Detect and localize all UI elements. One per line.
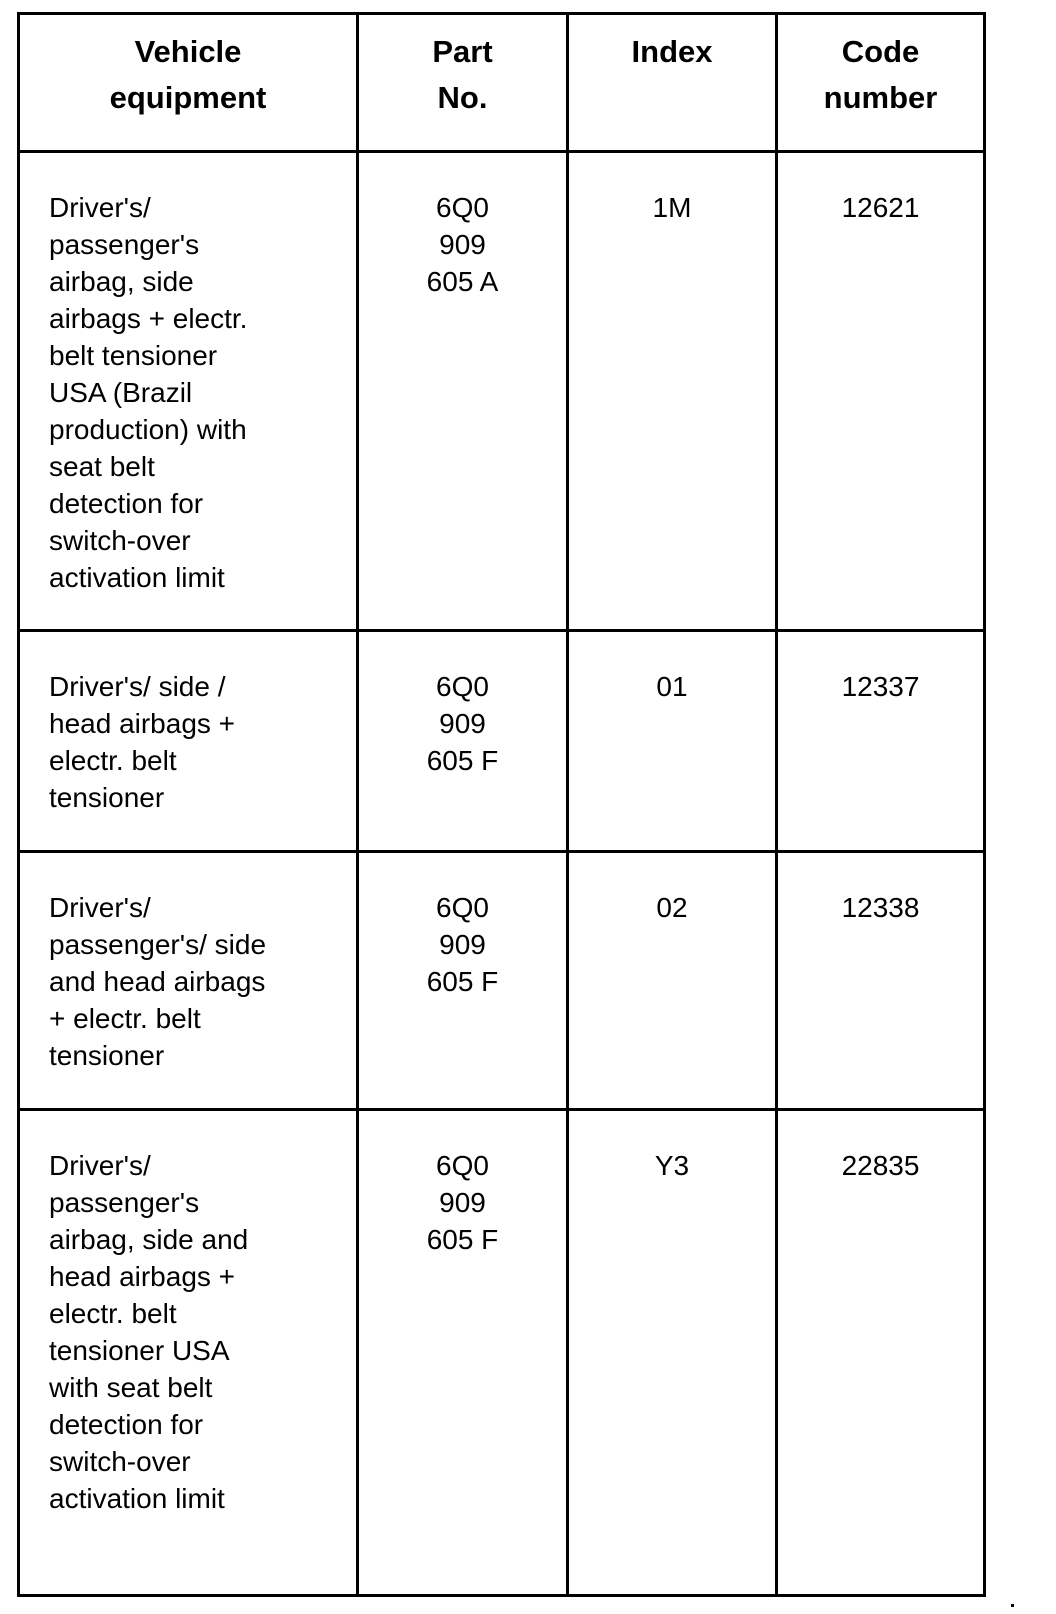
equipment-line: tensioner USA xyxy=(49,1335,230,1366)
code-value: 22835 xyxy=(841,1150,920,1181)
parts-table xyxy=(17,12,986,1597)
header-text: Index xyxy=(631,34,713,69)
part-no-line: 605 F xyxy=(426,966,499,997)
code-cell xyxy=(778,153,983,632)
header-vehicle-equipment xyxy=(20,15,359,153)
index-cell xyxy=(569,632,778,853)
equipment-line: Driver's/ xyxy=(49,192,151,223)
equipment-line: airbag, side xyxy=(49,266,194,297)
equipment-line: detection for xyxy=(49,1409,204,1440)
equipment-line: and head airbags xyxy=(49,966,266,997)
header-text: number xyxy=(823,80,938,115)
part-no-line: 909 xyxy=(439,929,486,960)
header-index xyxy=(569,15,778,153)
part-no-cell xyxy=(359,853,569,1111)
equipment-line: passenger's xyxy=(49,229,200,260)
index-cell xyxy=(569,153,778,632)
equipment-line: detection for xyxy=(49,488,204,519)
code-cell xyxy=(778,853,983,1111)
equipment-line: USA (Brazil xyxy=(49,377,193,408)
header-text: Part xyxy=(432,34,493,69)
code-cell xyxy=(778,1111,983,1594)
equipment-line: passenger's xyxy=(49,1187,200,1218)
equipment-line: switch-over xyxy=(49,525,191,556)
equipment-line: + electr. belt xyxy=(49,1003,201,1034)
part-no-cell xyxy=(359,1111,569,1594)
equipment-line: belt tensioner xyxy=(49,340,218,371)
index-value: 1M xyxy=(652,192,692,223)
equipment-line: switch-over xyxy=(49,1446,191,1477)
equipment-line: with seat belt xyxy=(49,1372,213,1403)
equipment-line: activation limit xyxy=(49,1483,225,1514)
index-value: 02 xyxy=(656,892,688,923)
part-no-line: 909 xyxy=(439,1187,486,1218)
equipment-line: electr. belt xyxy=(49,1298,177,1329)
part-no-line: 605 F xyxy=(426,745,499,776)
equipment-cell xyxy=(20,632,359,853)
equipment-line: tensioner xyxy=(49,782,165,813)
index-cell xyxy=(569,1111,778,1594)
header-code-number xyxy=(778,15,983,153)
header-text: No. xyxy=(437,80,488,115)
part-no-line: 605 A xyxy=(426,266,499,297)
corner-dot xyxy=(1011,1604,1014,1607)
equipment-line: electr. belt xyxy=(49,745,177,776)
equipment-cell xyxy=(20,853,359,1111)
code-value: 12337 xyxy=(841,671,920,702)
equipment-line: airbag, side and xyxy=(49,1224,249,1255)
equipment-cell xyxy=(20,153,359,632)
equipment-line: seat belt xyxy=(49,451,155,482)
part-no-line: 909 xyxy=(439,708,486,739)
part-no-line: 6Q0 xyxy=(436,892,489,923)
code-value: 12338 xyxy=(841,892,920,923)
part-no-line: 6Q0 xyxy=(436,1150,489,1181)
equipment-line: activation limit xyxy=(49,562,225,593)
equipment-line: production) with xyxy=(49,414,247,445)
header-part-no xyxy=(359,15,569,153)
header-text: Vehicle xyxy=(134,34,242,69)
code-value: 12621 xyxy=(841,192,920,223)
part-no-cell xyxy=(359,632,569,853)
index-value: 01 xyxy=(656,671,688,702)
equipment-line: head airbags + xyxy=(49,708,236,739)
equipment-line: head airbags + xyxy=(49,1261,236,1292)
part-no-line: 6Q0 xyxy=(436,671,489,702)
equipment-line: passenger's/ side xyxy=(49,929,267,960)
part-no-line: 6Q0 xyxy=(436,192,489,223)
index-cell xyxy=(569,853,778,1111)
equipment-line: airbags + electr. xyxy=(49,303,248,334)
part-no-line: 605 F xyxy=(426,1224,499,1255)
equipment-line: tensioner xyxy=(49,1040,165,1071)
part-no-line: 909 xyxy=(439,229,486,260)
equipment-line: Driver's/ xyxy=(49,1150,151,1181)
equipment-cell xyxy=(20,1111,359,1594)
header-text: equipment xyxy=(109,80,267,115)
equipment-line: Driver's/ xyxy=(49,892,151,923)
header-text: Code xyxy=(841,34,920,69)
part-no-cell xyxy=(359,153,569,632)
index-value: Y3 xyxy=(654,1150,690,1181)
code-cell xyxy=(778,632,983,853)
equipment-line: Driver's/ side / xyxy=(49,671,226,702)
